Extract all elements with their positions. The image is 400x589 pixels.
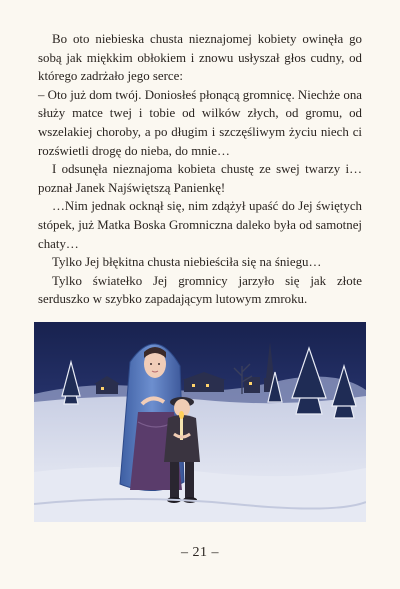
paragraph: Tylko Jej błękitna chusta niebieściła się na śniegu… [52, 255, 322, 270]
paragraph: – Oto już dom twój. Doniosłeś płonącą gromnicę. Niechże ona służy matce twej i tobie od wilków złych, od gromu, od wszelakiej choroby, a po długim i szczęśliwym życiu niech ci rozświetli drogę do nieba, do mnie… [38, 87, 362, 158]
paragraph: I odsunęła nieznajoma kobieta chustę ze swej twarzy i… poznał Janek Najświętszą Panienkę! [38, 162, 362, 195]
paragraph: Tylko światełko Jej gromnicy jarzyło się jak złote serduszko w szybko zapadającym lutowym zmroku. [38, 273, 362, 307]
illustration [34, 322, 366, 522]
paragraph: Bo oto niebieska chusta nieznajomej kobiety owinęła go sobą jak miękkim obłokiem i znowu usłyszał głos cudny, od którego zadrżało jego serce: [38, 32, 362, 84]
page-number: – 21 – [181, 545, 219, 560]
story-text [38, 30, 362, 309]
paragraph: …Nim jednak ocknął się, nim zdążył upaść do Jej świętych stópek, już Matka Boska Gromniczna daleko była od samotnej chaty… [38, 199, 362, 251]
winter-scene-image [34, 322, 366, 522]
